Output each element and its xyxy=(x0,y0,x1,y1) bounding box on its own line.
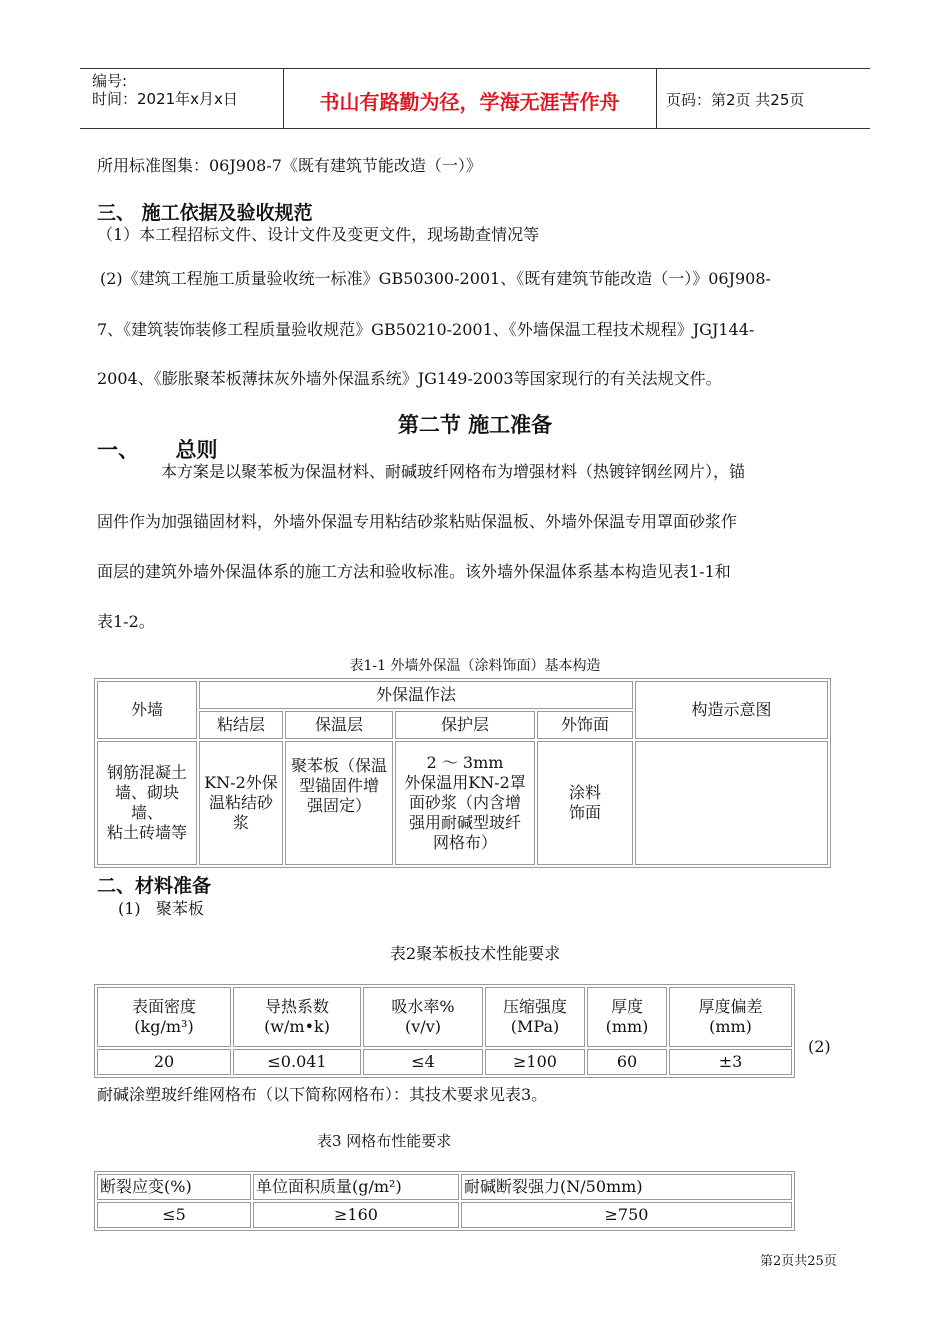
table2-header-label: 吸水率% xyxy=(391,997,455,1016)
header-bottom-rule xyxy=(80,128,870,129)
table1-cell-bond-line: 温粘结砂 xyxy=(208,793,273,812)
general-line-2: 固件作为加强锚固材料，外墙外保温专用粘结砂浆粘贴保温板、外墙外保温专用罩面砂浆作 xyxy=(97,512,738,531)
table2-value-cell: ±3 xyxy=(669,1049,792,1075)
table1-cell-protect-line: 2 ～ 3mm xyxy=(426,753,504,772)
table2-header-label: 表面密度 xyxy=(131,997,196,1016)
doc-time-label: 时间：2021年x月x日 xyxy=(92,90,238,108)
table3-header-cell: 耐碱断裂强力(N/50mm) xyxy=(461,1174,792,1200)
table1-cell-wall-line: 粘土砖墙等 xyxy=(106,823,187,842)
basis-item-2-line2: 7、《建筑装饰装修工程质量验收规范》GB50210-2001、《外墙保温工程技术规程》JGJ144- xyxy=(97,320,755,339)
table1-caption: 表1-1 外墙外保温（涂料饰面）基本构造 xyxy=(349,658,601,674)
footer-page-number: 第2页共25页 xyxy=(760,1254,837,1269)
table2-value-cell: ≤4 xyxy=(363,1049,483,1075)
table3-mesh-performance xyxy=(94,1171,795,1231)
atlas-line: 所用标准图集：06J908-7《既有建筑节能改造（一）》 xyxy=(97,156,482,175)
table1-cell-insulation-line: 强固定） xyxy=(306,796,371,815)
table2-value-cell: ≤0.041 xyxy=(233,1049,361,1075)
table2-header-label: 厚度 xyxy=(610,997,643,1016)
table1-header-method: 外保温作法 xyxy=(199,681,633,709)
table1-cell-protect-line: 外保温用KN-2罩 xyxy=(404,773,526,792)
section2-title: 第二节 施工准备 xyxy=(397,413,553,437)
mesh-intro: 耐碱涂塑玻纤维网格布（以下简称网格布）：其技术要求见表3。 xyxy=(97,1085,548,1104)
table1-header-protect: 保护层 xyxy=(395,711,535,739)
table3-value-cell: ≥750 xyxy=(461,1202,792,1228)
table1-header-finish: 外饰面 xyxy=(537,711,633,739)
table3-header-cell: 断裂应变(%) xyxy=(97,1174,251,1200)
table2-header-unit: (kg/m³) xyxy=(134,1017,194,1036)
table1-cell-finish-line: 饰面 xyxy=(568,803,601,822)
table3-header-cell: 单位面积质量(g/m²) xyxy=(253,1174,459,1200)
table1-cell-finish xyxy=(537,741,633,865)
table2-header-unit: (mm) xyxy=(709,1017,752,1036)
table2-header-cell xyxy=(97,987,231,1047)
header-page-label: 页码：第2页 共25页 xyxy=(666,91,805,109)
table3-value-cell: ≤5 xyxy=(97,1202,251,1228)
table1-cell-bond xyxy=(199,741,283,865)
table1-cell-bond-line: 浆 xyxy=(232,813,249,832)
table3-value-cell: ≥160 xyxy=(253,1202,459,1228)
basis-item-2-line3: 2004、《膨胀聚苯板薄抹灰外墙外保温系统》JG149-2003等国家现行的有关法规文件。 xyxy=(97,369,722,388)
table2-header-cell xyxy=(485,987,585,1047)
table1-cell-insulation xyxy=(285,741,393,865)
table1-header-wall: 外墙 xyxy=(97,681,197,739)
general-line-3: 面层的建筑外墙外保温体系的施工方法和验收标准。该外墙外保温体系基本构造见表1-1和 xyxy=(97,562,731,581)
materials-item-1: (1) 聚苯板 xyxy=(118,899,204,918)
basis-item-1: （1）本工程招标文件、设计文件及变更文件，现场勘查情况等 xyxy=(97,225,540,244)
table1-cell-protect-line: 网格布） xyxy=(432,833,497,852)
table2-header-cell xyxy=(233,987,361,1047)
table1-cell-wall-line: 墙、砌块墙、 xyxy=(114,783,179,822)
table1-cell-diagram xyxy=(635,741,828,865)
table1-cell-wall-line: 钢筋混凝土 xyxy=(106,763,187,782)
table2-eps-performance xyxy=(94,984,795,1078)
table2-value-cell: ≥100 xyxy=(485,1049,585,1075)
table1-header-insulation: 保温层 xyxy=(285,711,393,739)
doc-number-label: 编号: xyxy=(92,72,128,90)
table2-header-label: 厚度偏差 xyxy=(698,997,763,1016)
table2-caption: 表2聚苯板技术性能要求 xyxy=(389,944,561,963)
table2-header-cell xyxy=(669,987,792,1047)
table2-header-label: 压缩强度 xyxy=(502,997,567,1016)
header-top-rule xyxy=(80,68,870,69)
table2-value-cell: 20 xyxy=(97,1049,231,1075)
table1-construction xyxy=(94,678,831,868)
table1-cell-bond-line: KN-2外保 xyxy=(204,773,278,792)
table1-cell-insulation-line: 聚苯板（保温 xyxy=(290,756,387,775)
table1-cell-finish-line: 涂料 xyxy=(568,783,601,802)
table2-value-cell: 60 xyxy=(587,1049,667,1075)
materials-heading: 二、材料准备 xyxy=(97,875,212,897)
table2-header-cell xyxy=(363,987,483,1047)
section3-heading: 三、 施工依据及验收规范 xyxy=(97,202,313,224)
side-note: (2) xyxy=(808,1037,831,1056)
table1-cell-protect-line: 面砂浆（内含增 xyxy=(408,793,521,812)
table1-cell-protect xyxy=(395,741,535,865)
table1-cell-protect-line: 强用耐碱型玻纤 xyxy=(408,813,521,832)
table2-header-unit: (v/v) xyxy=(405,1017,441,1036)
general-line-1: 本方案是以聚苯板为保温材料、耐碱玻纤网格布为增强材料（热镀锌钢丝网片），锚 xyxy=(161,462,746,481)
table2-header-unit: (MPa) xyxy=(510,1017,560,1036)
table1-header-bond: 粘结层 xyxy=(199,711,283,739)
table1-header-diagram: 构造示意图 xyxy=(635,681,828,739)
table2-header-unit: (w/m•k) xyxy=(264,1017,330,1036)
table2-header-unit: (mm) xyxy=(605,1017,649,1036)
table3-caption: 表3 网格布性能要求 xyxy=(317,1132,452,1150)
header-slogan: 书山有路勤为径，学海无涯苦作舟 xyxy=(319,90,620,114)
general-heading: 一、 总则 xyxy=(97,438,218,462)
table1-cell-wall xyxy=(97,741,197,865)
header-divider-right xyxy=(656,68,657,128)
table2-header-label: 导热系数 xyxy=(264,997,329,1016)
table1-cell-insulation-line: 型锚固件增 xyxy=(298,776,379,795)
table2-header-cell xyxy=(587,987,667,1047)
basis-item-2-line1: (2)《建筑工程施工质量验收统一标准》GB50300-2001、《既有建筑节能改造（一）》06J908- xyxy=(100,269,771,288)
general-line-4: 表1-2。 xyxy=(97,612,155,631)
